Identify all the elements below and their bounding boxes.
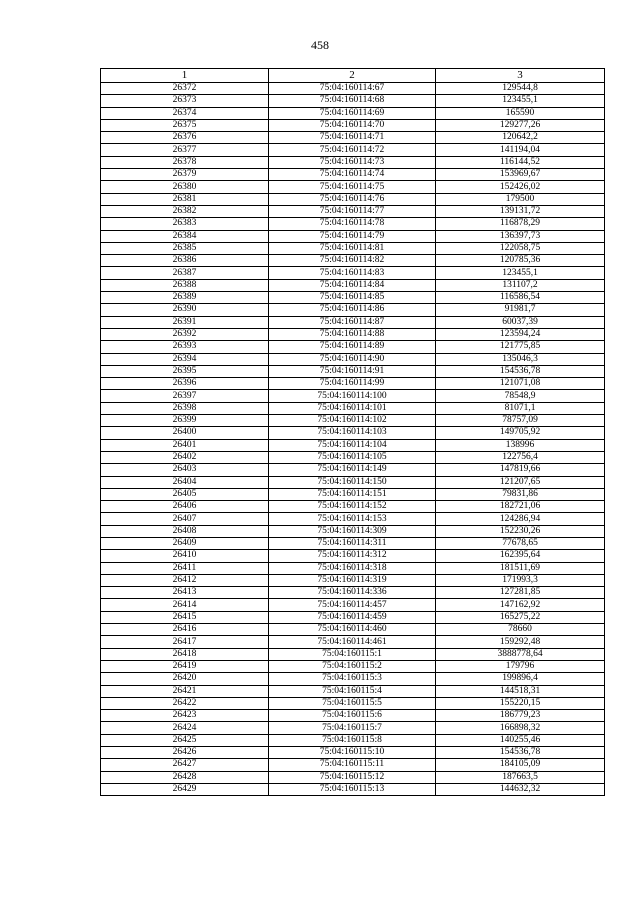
row-number-cell: 26397 (101, 390, 269, 402)
page-number: 458 (311, 38, 329, 52)
table-row (101, 501, 605, 513)
table-row (101, 415, 605, 427)
table-row (101, 464, 605, 476)
value-cell: 136397,73 (436, 230, 605, 242)
column-header-1: 1 (101, 69, 269, 83)
value-cell: 123594,24 (436, 328, 605, 340)
value-cell: 121207,65 (436, 476, 605, 488)
cadastral-number-cell: 75:04:160115:2 (269, 660, 436, 672)
row-number-cell: 26383 (101, 218, 269, 230)
row-number-cell: 26423 (101, 710, 269, 722)
row-number-cell: 26384 (101, 230, 269, 242)
row-number-cell: 26385 (101, 242, 269, 254)
row-number-cell: 26379 (101, 169, 269, 181)
row-number-cell: 26424 (101, 722, 269, 734)
cadastral-number-cell: 75:04:160114:312 (269, 550, 436, 562)
cadastral-number-cell: 75:04:160114:104 (269, 439, 436, 451)
value-cell: 123455,1 (436, 267, 605, 279)
value-cell: 3888778,64 (436, 648, 605, 660)
table-row (101, 439, 605, 451)
value-cell: 124286,94 (436, 513, 605, 525)
value-cell: 123455,1 (436, 95, 605, 107)
cadastral-number-cell: 75:04:160114:101 (269, 402, 436, 414)
cadastral-number-cell: 75:04:160114:72 (269, 144, 436, 156)
cadastral-number-cell: 75:04:160115:10 (269, 747, 436, 759)
value-cell: 121775,85 (436, 341, 605, 353)
cadastral-number-cell: 75:04:160115:6 (269, 710, 436, 722)
cadastral-number-cell: 75:04:160114:151 (269, 488, 436, 500)
table-row (101, 193, 605, 205)
row-number-cell: 26413 (101, 587, 269, 599)
cadastral-number-cell: 75:04:160114:150 (269, 476, 436, 488)
table-row (101, 95, 605, 107)
value-cell: 138996 (436, 439, 605, 451)
table-row (101, 513, 605, 525)
value-cell: 140255,46 (436, 734, 605, 746)
row-number-cell: 26415 (101, 611, 269, 623)
row-number-cell: 26401 (101, 439, 269, 451)
value-cell: 116144,52 (436, 156, 605, 168)
cadastral-number-cell: 75:04:160114:71 (269, 132, 436, 144)
value-cell: 166898,32 (436, 722, 605, 734)
table-row (101, 451, 605, 463)
row-number-cell: 26422 (101, 697, 269, 709)
value-cell: 120642,2 (436, 132, 605, 144)
table-row (101, 427, 605, 439)
row-number-cell: 26392 (101, 328, 269, 340)
row-number-cell: 26378 (101, 156, 269, 168)
cadastral-number-cell: 75:04:160114:82 (269, 255, 436, 267)
row-number-cell: 26399 (101, 415, 269, 427)
table-row (101, 611, 605, 623)
row-number-cell: 26416 (101, 624, 269, 636)
cadastral-number-cell: 75:04:160114:90 (269, 353, 436, 365)
value-cell: 122058,75 (436, 242, 605, 254)
row-number-cell: 26410 (101, 550, 269, 562)
value-cell: 179796 (436, 660, 605, 672)
row-number-cell: 26418 (101, 648, 269, 660)
value-cell: 78757,09 (436, 415, 605, 427)
value-cell: 147162,92 (436, 599, 605, 611)
row-number-cell: 26412 (101, 574, 269, 586)
value-cell: 127281,85 (436, 587, 605, 599)
value-cell: 116878,29 (436, 218, 605, 230)
row-number-cell: 26403 (101, 464, 269, 476)
row-number-cell: 26395 (101, 365, 269, 377)
row-number-cell: 26374 (101, 107, 269, 119)
cadastral-number-cell: 75:04:160114:459 (269, 611, 436, 623)
value-cell: 154536,78 (436, 365, 605, 377)
table-row (101, 218, 605, 230)
table-row (101, 710, 605, 722)
table-row (101, 378, 605, 390)
row-number-cell: 26408 (101, 525, 269, 537)
row-number-cell: 26406 (101, 501, 269, 513)
value-cell: 155220,15 (436, 697, 605, 709)
table-row (101, 353, 605, 365)
cadastral-number-cell: 75:04:160114:457 (269, 599, 436, 611)
row-number-cell: 26388 (101, 279, 269, 291)
cadastral-number-cell: 75:04:160114:87 (269, 316, 436, 328)
column-header-3: 3 (436, 69, 605, 83)
value-cell: 165275,22 (436, 611, 605, 623)
cadastral-number-cell: 75:04:160114:83 (269, 267, 436, 279)
table-row (101, 550, 605, 562)
row-number-cell: 26390 (101, 304, 269, 316)
table-row (101, 771, 605, 783)
row-number-cell: 26402 (101, 451, 269, 463)
cadastral-number-cell: 75:04:160114:67 (269, 83, 436, 95)
cadastral-number-cell: 75:04:160114:311 (269, 537, 436, 549)
value-cell: 121071,08 (436, 378, 605, 390)
cadastral-number-cell: 75:04:160114:461 (269, 636, 436, 648)
cadastral-number-cell: 75:04:160115:5 (269, 697, 436, 709)
row-number-cell: 26386 (101, 255, 269, 267)
row-number-cell: 26425 (101, 734, 269, 746)
row-number-cell: 26404 (101, 476, 269, 488)
table-row (101, 685, 605, 697)
value-cell: 181511,69 (436, 562, 605, 574)
row-number-cell: 26394 (101, 353, 269, 365)
cadastral-number-cell: 75:04:160114:102 (269, 415, 436, 427)
value-cell: 139131,72 (436, 205, 605, 217)
value-cell: 179500 (436, 193, 605, 205)
value-cell: 122756,4 (436, 451, 605, 463)
cadastral-number-cell: 75:04:160114:100 (269, 390, 436, 402)
row-number-cell: 26380 (101, 181, 269, 193)
row-number-cell: 26396 (101, 378, 269, 390)
table-row (101, 783, 605, 795)
table-row (101, 624, 605, 636)
value-cell: 77678,65 (436, 537, 605, 549)
cadastral-number-cell: 75:04:160114:460 (269, 624, 436, 636)
row-number-cell: 26417 (101, 636, 269, 648)
value-cell: 78660 (436, 624, 605, 636)
table-row (101, 316, 605, 328)
row-number-cell: 26409 (101, 537, 269, 549)
cadastral-number-cell: 75:04:160114:79 (269, 230, 436, 242)
cadastral-number-cell: 75:04:160114:336 (269, 587, 436, 599)
cadastral-number-cell: 75:04:160114:152 (269, 501, 436, 513)
row-number-cell: 26387 (101, 267, 269, 279)
header-row (101, 69, 605, 83)
table-header (101, 69, 605, 83)
table-row (101, 562, 605, 574)
value-cell: 79831,86 (436, 488, 605, 500)
table-row (101, 83, 605, 95)
row-number-cell: 26375 (101, 119, 269, 131)
table-row (101, 107, 605, 119)
value-cell: 187663,5 (436, 771, 605, 783)
row-number-cell: 26429 (101, 783, 269, 795)
cadastral-number-cell: 75:04:160114:85 (269, 292, 436, 304)
table-row (101, 119, 605, 131)
cadastral-number-cell: 75:04:160114:86 (269, 304, 436, 316)
value-cell: 165590 (436, 107, 605, 119)
cadastral-number-cell: 75:04:160114:69 (269, 107, 436, 119)
row-number-cell: 26405 (101, 488, 269, 500)
cadastral-number-cell: 75:04:160114:74 (269, 169, 436, 181)
table-row (101, 390, 605, 402)
value-cell: 135046,3 (436, 353, 605, 365)
cadastral-number-cell: 75:04:160114:318 (269, 562, 436, 574)
row-number-cell: 26381 (101, 193, 269, 205)
cadastral-number-cell: 75:04:160115:13 (269, 783, 436, 795)
table-row (101, 660, 605, 672)
table-row (101, 587, 605, 599)
value-cell: 81071,1 (436, 402, 605, 414)
table-row (101, 255, 605, 267)
cadastral-number-cell: 75:04:160114:103 (269, 427, 436, 439)
value-cell: 171993,3 (436, 574, 605, 586)
table-row (101, 341, 605, 353)
table-row (101, 402, 605, 414)
table-row (101, 599, 605, 611)
cadastral-number-cell: 75:04:160114:77 (269, 205, 436, 217)
table-row (101, 759, 605, 771)
cadastral-number-cell: 75:04:160114:73 (269, 156, 436, 168)
data-table (100, 68, 605, 796)
table-row (101, 574, 605, 586)
cadastral-number-cell: 75:04:160114:70 (269, 119, 436, 131)
row-number-cell: 26426 (101, 747, 269, 759)
cadastral-number-cell: 75:04:160114:78 (269, 218, 436, 230)
table-row (101, 181, 605, 193)
row-number-cell: 26393 (101, 341, 269, 353)
row-number-cell: 26372 (101, 83, 269, 95)
table-row (101, 673, 605, 685)
table-row (101, 697, 605, 709)
cadastral-number-cell: 75:04:160115:12 (269, 771, 436, 783)
cadastral-number-cell: 75:04:160114:81 (269, 242, 436, 254)
cadastral-number-cell: 75:04:160114:105 (269, 451, 436, 463)
value-cell: 162395,64 (436, 550, 605, 562)
table-row (101, 304, 605, 316)
row-number-cell: 26427 (101, 759, 269, 771)
table-row (101, 747, 605, 759)
table-row (101, 537, 605, 549)
cadastral-number-cell: 75:04:160114:309 (269, 525, 436, 537)
value-cell: 147819,66 (436, 464, 605, 476)
table-row (101, 279, 605, 291)
cadastral-number-cell: 75:04:160114:75 (269, 181, 436, 193)
cadastral-number-cell: 75:04:160115:11 (269, 759, 436, 771)
table-row (101, 476, 605, 488)
cadastral-number-cell: 75:04:160115:1 (269, 648, 436, 660)
table-row (101, 205, 605, 217)
row-number-cell: 26400 (101, 427, 269, 439)
cadastral-number-cell: 75:04:160114:76 (269, 193, 436, 205)
cadastral-number-cell: 75:04:160114:153 (269, 513, 436, 525)
row-number-cell: 26373 (101, 95, 269, 107)
value-cell: 154536,78 (436, 747, 605, 759)
value-cell: 184105,09 (436, 759, 605, 771)
value-cell: 129277,26 (436, 119, 605, 131)
table-row (101, 734, 605, 746)
cadastral-number-cell: 75:04:160114:91 (269, 365, 436, 377)
cadastral-number-cell: 75:04:160114:149 (269, 464, 436, 476)
row-number-cell: 26398 (101, 402, 269, 414)
value-cell: 120785,36 (436, 255, 605, 267)
row-number-cell: 26428 (101, 771, 269, 783)
cadastral-number-cell: 75:04:160114:99 (269, 378, 436, 390)
cadastral-number-cell: 75:04:160115:7 (269, 722, 436, 734)
table-row (101, 230, 605, 242)
value-cell: 129544,8 (436, 83, 605, 95)
row-number-cell: 26420 (101, 673, 269, 685)
table-row (101, 156, 605, 168)
table-row (101, 722, 605, 734)
table-row (101, 242, 605, 254)
cadastral-number-cell: 75:04:160115:8 (269, 734, 436, 746)
cadastral-number-cell: 75:04:160115:3 (269, 673, 436, 685)
value-cell: 144518,31 (436, 685, 605, 697)
cadastral-number-cell: 75:04:160114:88 (269, 328, 436, 340)
table-row (101, 365, 605, 377)
row-number-cell: 26391 (101, 316, 269, 328)
value-cell: 152426,02 (436, 181, 605, 193)
table-body (101, 83, 605, 796)
row-number-cell: 26407 (101, 513, 269, 525)
cadastral-number-cell: 75:04:160114:84 (269, 279, 436, 291)
cadastral-number-cell: 75:04:160114:89 (269, 341, 436, 353)
row-number-cell: 26411 (101, 562, 269, 574)
value-cell: 159292,48 (436, 636, 605, 648)
value-cell: 91981,7 (436, 304, 605, 316)
cadastral-number-cell: 75:04:160115:4 (269, 685, 436, 697)
cadastral-number-cell: 75:04:160114:68 (269, 95, 436, 107)
value-cell: 199896,4 (436, 673, 605, 685)
table-row (101, 488, 605, 500)
value-cell: 149705,92 (436, 427, 605, 439)
value-cell: 182721,06 (436, 501, 605, 513)
table-row (101, 328, 605, 340)
value-cell: 78548,9 (436, 390, 605, 402)
value-cell: 131107,2 (436, 279, 605, 291)
column-header-2: 2 (269, 69, 436, 83)
row-number-cell: 26382 (101, 205, 269, 217)
value-cell: 141194,04 (436, 144, 605, 156)
table-row (101, 132, 605, 144)
value-cell: 153969,67 (436, 169, 605, 181)
row-number-cell: 26377 (101, 144, 269, 156)
row-number-cell: 26419 (101, 660, 269, 672)
value-cell: 152230,26 (436, 525, 605, 537)
value-cell: 144632,32 (436, 783, 605, 795)
table-row (101, 525, 605, 537)
row-number-cell: 26414 (101, 599, 269, 611)
row-number-cell: 26376 (101, 132, 269, 144)
row-number-cell: 26389 (101, 292, 269, 304)
row-number-cell: 26421 (101, 685, 269, 697)
value-cell: 60037,39 (436, 316, 605, 328)
table-row (101, 636, 605, 648)
table-row (101, 267, 605, 279)
table-row (101, 169, 605, 181)
cadastral-number-cell: 75:04:160114:319 (269, 574, 436, 586)
table-row (101, 292, 605, 304)
table-row (101, 144, 605, 156)
value-cell: 116586,54 (436, 292, 605, 304)
value-cell: 186779,23 (436, 710, 605, 722)
table-row (101, 648, 605, 660)
